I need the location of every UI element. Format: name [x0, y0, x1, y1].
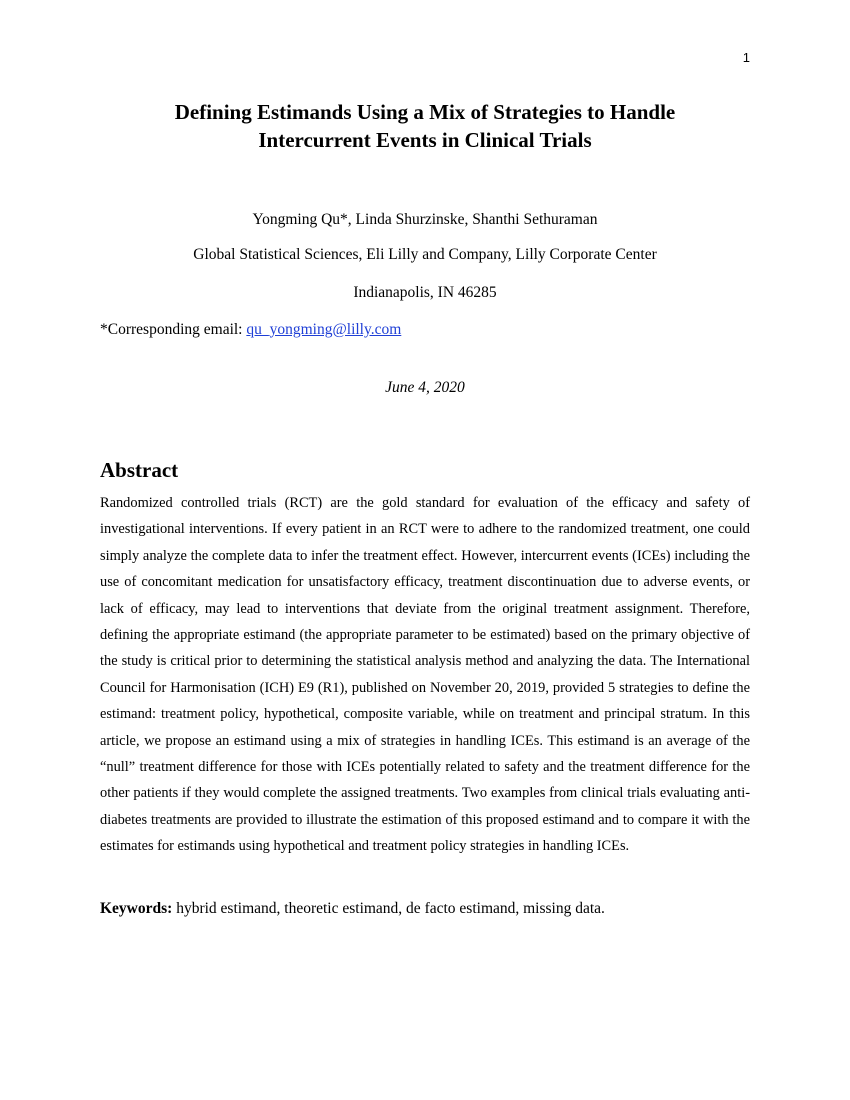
- abstract-body: Randomized controlled trials (RCT) are the gold standard for evaluation of the efficacy and safety of investigational interventions. If every patient in an RCT were to adhere to the randomized treatment, one could simply analyze the complete data to infer the treatment effect. However, intercurrent events (ICEs) including the use of concomitant medication for unsatisfactory efficacy, treatment discontinuation due to adverse events, or lack of efficacy, may lead to interventions that deviate from the original treatment assignment. Therefore, defining the appropriate estimand (the appropriate parameter to be estimated) based on the primary objective of the study is critical prior to determining the statistical analysis method and analyzing the data. The International Council for Harmonisation (ICH) E9 (R1), published on November 20, 2019, provided 5 strategies to define the estimand: treatment policy, hypothetical, composite variable, while on treatment and principal stratum. In this article, we propose an estimand using a mix of strategies in handling ICEs. This estimand is an average of the “null” treatment difference for those with ICEs potentially related to safety and the treatment difference for the other patients if they would complete the assigned treatments. Two examples from clinical trials evaluating anti-diabetes treatments are provided to illustrate the estimation of this proposed estimand and to compare it with the estimates for estimands using hypothetical and treatment policy strategies in handling ICEs.: [100, 495, 750, 855]
- page-number: 1: [742, 50, 750, 65]
- email-link[interactable]: qu_yongming@lilly.com: [246, 321, 402, 338]
- correspondence-label: *Corresponding email:: [100, 321, 247, 338]
- publication-date: June 4, 2020: [385, 379, 465, 396]
- address: Indianapolis, IN 46285: [353, 284, 497, 301]
- paper-title: [100, 98, 750, 154]
- correspondence-line: [100, 320, 401, 340]
- affiliation: Global Statistical Sciences, Eli Lilly and Company, Lilly Corporate Center: [193, 246, 657, 263]
- keywords: [100, 898, 750, 920]
- title-line-1: Defining Estimands Using a Mix of Strategies to Handle: [174, 100, 676, 124]
- title-line-2: Intercurrent Events in Clinical Trials: [258, 128, 592, 152]
- abstract-heading: Abstract: [100, 458, 179, 482]
- keywords-label: Keywords:: [100, 900, 173, 917]
- keywords-text: hybrid estimand, theoretic estimand, de facto estimand, missing data.: [172, 900, 605, 917]
- author-list: Yongming Qu*, Linda Shurzinske, Shanthi Sethuraman: [252, 211, 598, 228]
